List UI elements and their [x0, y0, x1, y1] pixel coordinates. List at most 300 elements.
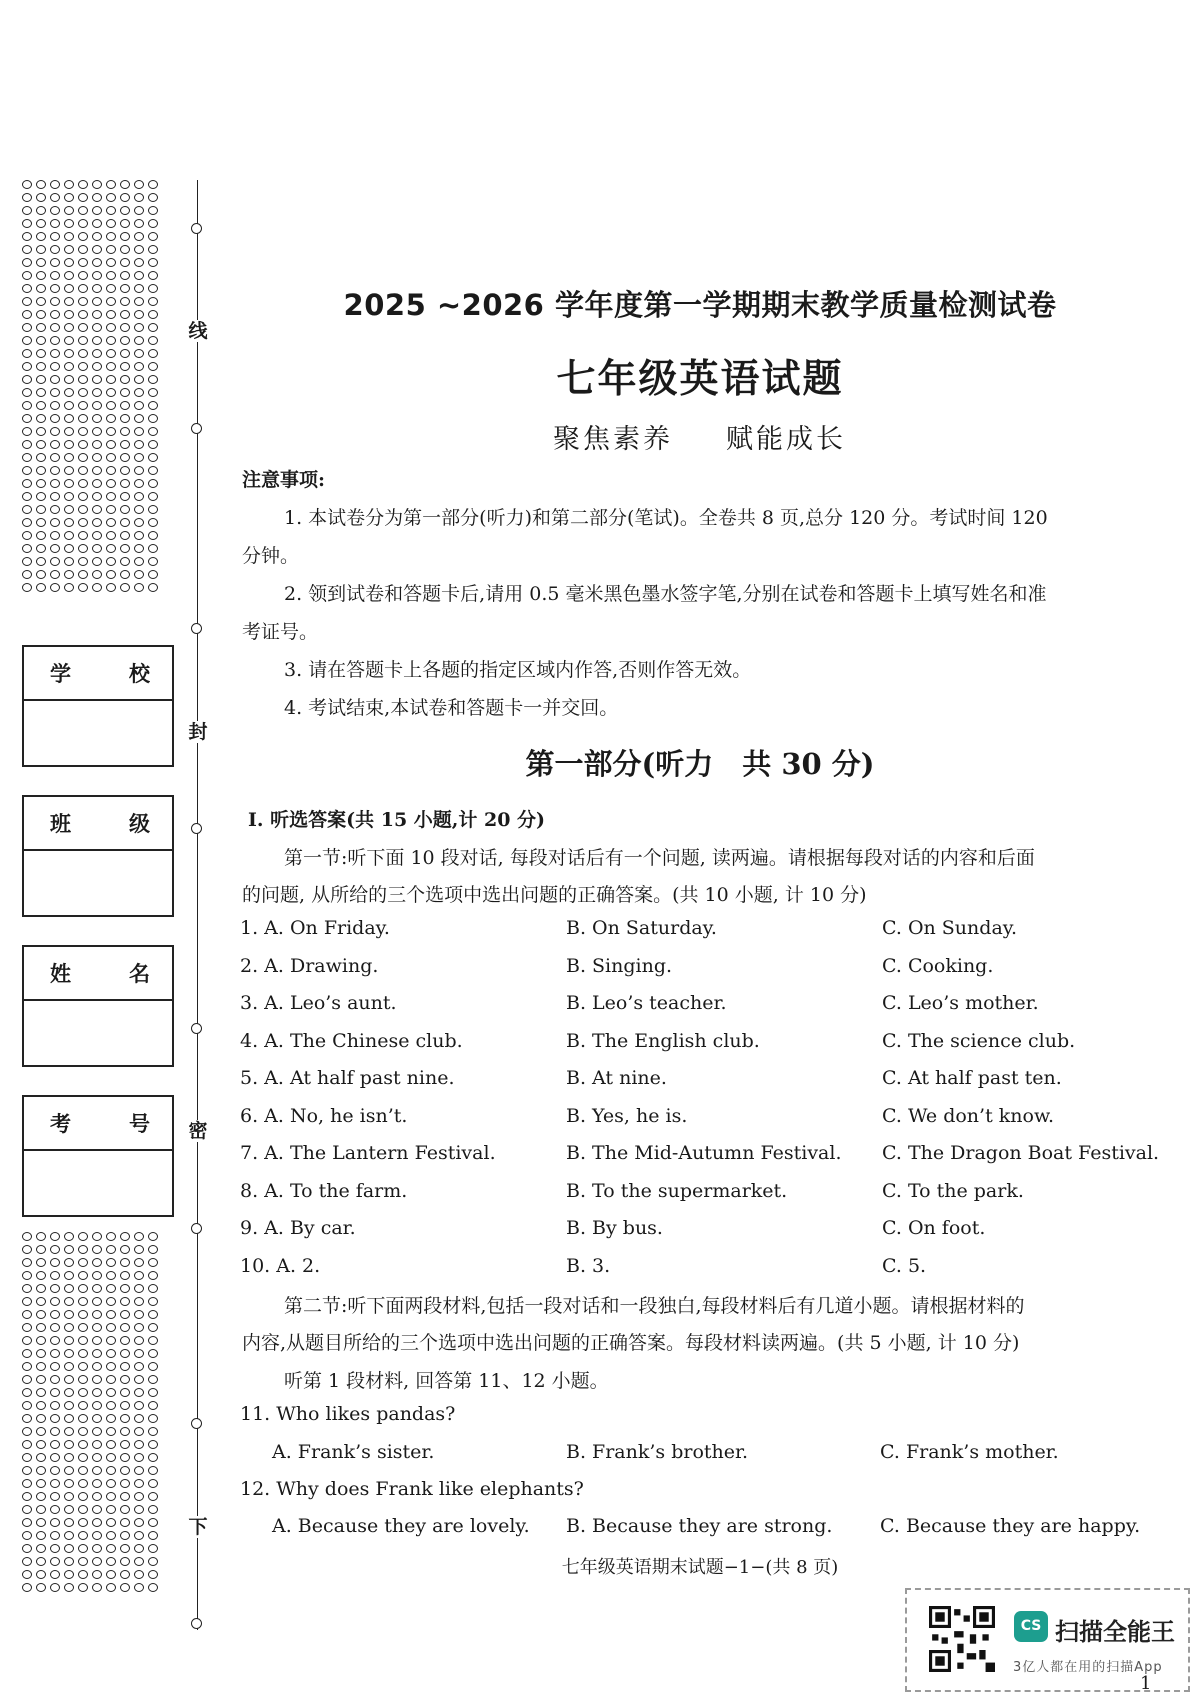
question-9-option-a[interactable]: 9. A. By car. — [240, 1217, 356, 1239]
binding-dot — [148, 427, 158, 436]
binding-dot — [64, 544, 74, 553]
binding-dot — [134, 1427, 144, 1436]
binding-dot — [148, 544, 158, 553]
binding-dot — [92, 1336, 102, 1345]
binding-dot — [106, 323, 116, 332]
binding-dot — [22, 1505, 32, 1514]
binding-dot — [106, 1427, 116, 1436]
binding-dot — [92, 323, 102, 332]
binding-dot — [148, 1453, 158, 1462]
question-1-option-a[interactable]: 1. A. On Friday. — [240, 917, 390, 939]
binding-dot — [22, 1310, 32, 1319]
question-12-option-c[interactable]: C. Because they are happy. — [880, 1515, 1141, 1537]
binding-dot — [148, 1492, 158, 1501]
binding-dot — [120, 245, 130, 254]
binding-dot — [106, 427, 116, 436]
binding-dot — [92, 219, 102, 228]
binding-dot — [134, 544, 144, 553]
binding-dot — [36, 440, 46, 449]
binding-dot — [50, 245, 60, 254]
binding-dot — [22, 1245, 32, 1254]
binding-dot — [120, 544, 130, 553]
binding-dot — [64, 427, 74, 436]
binding-dot — [92, 427, 102, 436]
question-11-option-a[interactable]: A. Frank’s sister. — [272, 1441, 435, 1463]
question-5-option-b[interactable]: B. At nine. — [566, 1067, 667, 1089]
binding-dot — [120, 1427, 130, 1436]
binding-dot — [36, 1297, 46, 1306]
binding-dot — [50, 271, 60, 280]
binding-dot — [106, 1388, 116, 1397]
binding-dot — [134, 180, 144, 189]
binding-dot — [78, 1414, 88, 1423]
binding-dot — [134, 232, 144, 241]
binding-dot — [148, 180, 158, 189]
binding-dot — [120, 1388, 130, 1397]
binding-dot — [64, 479, 74, 488]
binding-dot — [36, 336, 46, 345]
binding-dot — [50, 479, 60, 488]
binding-dot — [36, 271, 46, 280]
binding-dot — [148, 1440, 158, 1449]
binding-dot — [78, 206, 88, 215]
question-1-option-b[interactable]: B. On Saturday. — [566, 917, 717, 939]
binding-dot — [148, 583, 158, 592]
slogan-right: 赋能成长 — [726, 424, 846, 455]
binding-dot — [22, 1531, 32, 1540]
binding-dot — [148, 492, 158, 501]
seal-ring — [191, 423, 202, 434]
binding-dot — [120, 1310, 130, 1319]
binding-dot — [92, 1427, 102, 1436]
binding-dot — [78, 1453, 88, 1462]
binding-dot — [134, 1232, 144, 1241]
binding-dot — [36, 453, 46, 462]
binding-dot — [22, 1349, 32, 1358]
binding-dot — [106, 1414, 116, 1423]
binding-dot — [64, 1271, 74, 1280]
binding-dot — [134, 1336, 144, 1345]
binding-dot — [106, 1531, 116, 1540]
notice-item-1-cont: 分钟。 — [242, 545, 300, 567]
binding-dot — [22, 336, 32, 345]
binding-dot — [22, 427, 32, 436]
binding-dot — [92, 414, 102, 423]
question-4-option-c[interactable]: C. The science club. — [882, 1030, 1076, 1052]
binding-dot — [22, 1466, 32, 1475]
binding-dot — [50, 1427, 60, 1436]
binding-dot — [78, 1427, 88, 1436]
school-label-1: 学 — [50, 661, 71, 686]
binding-dot — [36, 1531, 46, 1540]
binding-dot — [134, 193, 144, 202]
binding-dot — [134, 1518, 144, 1527]
binding-dot — [106, 1232, 116, 1241]
seal-ring — [191, 823, 202, 834]
binding-dot — [36, 479, 46, 488]
binding-dot — [22, 531, 32, 540]
binding-dot — [106, 544, 116, 553]
binding-dot — [148, 258, 158, 267]
binding-dot — [22, 544, 32, 553]
binding-dot — [22, 245, 32, 254]
binding-dot — [22, 414, 32, 423]
binding-dot — [148, 1427, 158, 1436]
question-8-option-a[interactable]: 8. A. To the farm. — [240, 1180, 408, 1202]
binding-dot — [64, 1258, 74, 1267]
binding-dot — [50, 1544, 60, 1553]
binding-dot — [148, 1271, 158, 1280]
binding-dot — [134, 1245, 144, 1254]
question-10-option-b[interactable]: B. 3. — [566, 1255, 611, 1277]
binding-dot — [134, 1466, 144, 1475]
binding-dot — [22, 1401, 32, 1410]
question-10-option-a[interactable]: 10. A. 2. — [240, 1255, 321, 1277]
binding-dot — [148, 206, 158, 215]
binding-dot — [148, 414, 158, 423]
binding-dot — [106, 492, 116, 501]
binding-dot — [148, 1401, 158, 1410]
binding-dot — [64, 336, 74, 345]
binding-dot — [22, 1362, 32, 1371]
binding-dot — [92, 505, 102, 514]
binding-dot — [148, 570, 158, 579]
question-5-option-a[interactable]: 5. A. At half past nine. — [240, 1067, 455, 1089]
binding-dot — [92, 1310, 102, 1319]
binding-dot — [120, 531, 130, 540]
question-7-option-a[interactable]: 7. A. The Lantern Festival. — [240, 1142, 496, 1164]
binding-dot — [78, 323, 88, 332]
subsection-1-instructions: 第一节:听下面 10 段对话, 每段对话后有一个问题, 读两遍。请根据每段对话的内容和后面 — [284, 847, 1035, 869]
binding-dot — [64, 466, 74, 475]
binding-dot — [120, 1492, 130, 1501]
binding-dot — [92, 1271, 102, 1280]
binding-dot — [22, 557, 32, 566]
binding-dot — [120, 1479, 130, 1488]
binding-dot — [50, 427, 60, 436]
binding-dot — [148, 1479, 158, 1488]
binding-dot — [106, 219, 116, 228]
binding-dot — [148, 1518, 158, 1527]
binding-dot — [78, 1336, 88, 1345]
name-label-2: 名 — [129, 961, 150, 986]
binding-dot — [78, 1492, 88, 1501]
binding-dot — [92, 1245, 102, 1254]
binding-dot — [92, 1479, 102, 1488]
binding-dot — [120, 1349, 130, 1358]
binding-dot — [148, 219, 158, 228]
binding-dot — [50, 206, 60, 215]
binding-dot — [120, 1544, 130, 1553]
binding-dot — [148, 505, 158, 514]
scanner-tagline: 3亿人都在用的扫描App — [1013, 1660, 1163, 1675]
binding-dot — [64, 1388, 74, 1397]
binding-dot — [64, 1583, 74, 1592]
question-3-option-c[interactable]: C. Leo’s mother. — [882, 992, 1039, 1014]
binding-dot — [120, 193, 130, 202]
binding-dot — [78, 1583, 88, 1592]
binding-dot — [50, 518, 60, 527]
binding-dot — [92, 1232, 102, 1241]
question-12-option-a[interactable]: A. Because they are lovely. — [272, 1515, 530, 1537]
binding-dot — [50, 193, 60, 202]
binding-dot — [78, 1466, 88, 1475]
binding-dot — [50, 544, 60, 553]
binding-dot — [148, 1284, 158, 1293]
binding-dot — [92, 440, 102, 449]
binding-dot — [22, 193, 32, 202]
binding-dot — [106, 232, 116, 241]
binding-dot — [106, 453, 116, 462]
name-box[interactable] — [22, 945, 174, 1067]
binding-dot — [120, 219, 130, 228]
binding-dot — [50, 440, 60, 449]
binding-dot — [134, 1271, 144, 1280]
binding-dot — [78, 258, 88, 267]
binding-dot — [78, 1284, 88, 1293]
question-6-option-b[interactable]: B. Yes, he is. — [566, 1105, 688, 1127]
question-3-option-a[interactable]: 3. A. Leo’s aunt. — [240, 992, 397, 1014]
binding-dot — [78, 1518, 88, 1527]
question-2-option-c[interactable]: C. Cooking. — [882, 955, 994, 977]
binding-dot — [50, 1362, 60, 1371]
question-2-option-a[interactable]: 2. A. Drawing. — [240, 955, 379, 977]
binding-dot — [36, 1583, 46, 1592]
binding-dot — [36, 1388, 46, 1397]
paper-title: 七年级英语试题 — [556, 357, 844, 402]
binding-dot — [78, 1362, 88, 1371]
binding-dot — [36, 557, 46, 566]
binding-dot — [120, 1362, 130, 1371]
question-11-option-b[interactable]: B. Frank’s brother. — [566, 1441, 749, 1463]
binding-dot — [36, 531, 46, 540]
binding-dot — [50, 414, 60, 423]
binding-dot — [22, 1271, 32, 1280]
binding-dot — [78, 232, 88, 241]
notice-item-3: 3. 请在答题卡上各题的指定区域内作答,否则作答无效。 — [284, 659, 752, 681]
binding-dot — [92, 1388, 102, 1397]
binding-dot — [134, 1297, 144, 1306]
binding-dot — [50, 453, 60, 462]
binding-dot — [50, 1258, 60, 1267]
binding-dot — [78, 1310, 88, 1319]
binding-dot — [64, 323, 74, 332]
binding-dot — [36, 505, 46, 514]
binding-dot — [36, 1427, 46, 1436]
binding-dot — [50, 1271, 60, 1280]
binding-dot — [134, 1349, 144, 1358]
binding-dot — [36, 1258, 46, 1267]
binding-dot — [78, 1258, 88, 1267]
binding-dot — [22, 206, 32, 215]
class-label-2: 级 — [129, 811, 150, 836]
binding-dot — [22, 1336, 32, 1345]
binding-dot — [36, 1336, 46, 1345]
binding-dot — [64, 1362, 74, 1371]
binding-dot — [78, 1349, 88, 1358]
binding-dot — [78, 1323, 88, 1332]
binding-dot — [36, 1518, 46, 1527]
binding-dot — [92, 245, 102, 254]
qr-code-icon — [929, 1606, 995, 1672]
seal-ring — [191, 1418, 202, 1429]
binding-dot — [120, 1297, 130, 1306]
binding-dot — [106, 1245, 116, 1254]
binding-dot — [22, 1479, 32, 1488]
binding-dot — [134, 1492, 144, 1501]
binding-dot — [22, 180, 32, 189]
binding-dot — [120, 1531, 130, 1540]
binding-dot — [50, 1466, 60, 1475]
question-9-option-b[interactable]: B. By bus. — [566, 1217, 663, 1239]
question-8-option-b[interactable]: B. To the supermarket. — [566, 1180, 788, 1202]
binding-dot — [106, 1544, 116, 1553]
binding-dot — [92, 336, 102, 345]
binding-dot — [106, 180, 116, 189]
binding-dot — [148, 1544, 158, 1553]
binding-dot — [22, 1375, 32, 1384]
binding-dot — [92, 271, 102, 280]
binding-dot — [106, 1271, 116, 1280]
binding-dot — [36, 1323, 46, 1332]
question-8-option-c[interactable]: C. To the park. — [882, 1180, 1024, 1202]
question-6-option-c[interactable]: C. We don’t know. — [882, 1105, 1054, 1127]
binding-dot — [50, 323, 60, 332]
binding-dot — [36, 518, 46, 527]
binding-dot — [36, 1492, 46, 1501]
binding-dot — [64, 1297, 74, 1306]
binding-dot — [92, 1453, 102, 1462]
binding-dot — [22, 1492, 32, 1501]
part-title: 第一部分(听力 共 30 分) — [525, 747, 875, 781]
question-4-option-a[interactable]: 4. A. The Chinese club. — [240, 1030, 463, 1052]
binding-dot — [36, 1271, 46, 1280]
question-7-option-b[interactable]: B. The Mid-Autumn Festival. — [566, 1142, 842, 1164]
binding-dot — [92, 180, 102, 189]
binding-dot — [92, 479, 102, 488]
binding-dot — [134, 583, 144, 592]
binding-dot — [92, 1362, 102, 1371]
binding-dot — [120, 1453, 130, 1462]
seal-ring — [191, 1223, 202, 1234]
binding-dot — [92, 1518, 102, 1527]
bottom-circle-grid — [22, 1232, 162, 1596]
question-7-option-c[interactable]: C. The Dragon Boat Festival. — [882, 1142, 1160, 1164]
binding-dot — [50, 466, 60, 475]
binding-dot — [120, 271, 130, 280]
binding-dot — [50, 583, 60, 592]
slogan-left: 聚焦素养 — [553, 424, 673, 455]
binding-dot — [36, 492, 46, 501]
binding-dot — [50, 336, 60, 345]
binding-dot — [78, 1297, 88, 1306]
binding-dot — [50, 570, 60, 579]
binding-dot — [36, 544, 46, 553]
seal-char-line: 线 — [188, 320, 208, 342]
binding-dot — [64, 531, 74, 540]
seal-ring — [191, 1618, 202, 1629]
binding-dot — [120, 1336, 130, 1345]
question-10-option-c[interactable]: C. 5. — [882, 1255, 927, 1277]
binding-dot — [22, 1232, 32, 1241]
binding-dot — [134, 1258, 144, 1267]
binding-dot — [92, 1375, 102, 1384]
question-12-option-b[interactable]: B. Because they are strong. — [566, 1515, 833, 1537]
binding-dot — [120, 1414, 130, 1423]
binding-dot — [120, 453, 130, 462]
binding-dot — [78, 440, 88, 449]
binding-dot — [78, 193, 88, 202]
binding-dot — [22, 453, 32, 462]
question-11-stem: 11. Who likes pandas? — [240, 1403, 456, 1425]
binding-dot — [106, 570, 116, 579]
class-box[interactable] — [22, 795, 174, 917]
binding-dot — [120, 1245, 130, 1254]
binding-dot — [106, 479, 116, 488]
binding-dot — [120, 1466, 130, 1475]
binding-dot — [92, 1297, 102, 1306]
binding-dot — [120, 1583, 130, 1592]
binding-dot — [64, 219, 74, 228]
binding-dot — [106, 1440, 116, 1449]
binding-dot — [92, 570, 102, 579]
question-12-stem: 12. Why does Frank like elephants? — [240, 1478, 584, 1500]
binding-dot — [92, 492, 102, 501]
binding-dot — [36, 1362, 46, 1371]
binding-dot — [120, 1258, 130, 1267]
question-3-option-b[interactable]: B. Leo’s teacher. — [566, 992, 727, 1014]
binding-dot — [92, 1440, 102, 1449]
binding-dot — [50, 1479, 60, 1488]
binding-dot — [36, 180, 46, 189]
question-1-option-c[interactable]: C. On Sunday. — [882, 917, 1018, 939]
binding-dot — [120, 1401, 130, 1410]
binding-dot — [36, 1375, 46, 1384]
binding-dot — [36, 193, 46, 202]
binding-dot — [148, 1245, 158, 1254]
binding-dot — [148, 466, 158, 475]
question-4-option-b[interactable]: B. The English club. — [566, 1030, 760, 1052]
binding-dot — [22, 479, 32, 488]
question-11-option-c[interactable]: C. Frank’s mother. — [880, 1441, 1059, 1463]
binding-dot — [106, 466, 116, 475]
question-5-option-c[interactable]: C. At half past ten. — [882, 1067, 1062, 1089]
binding-dot — [134, 570, 144, 579]
binding-dot — [36, 1414, 46, 1423]
binding-dot — [50, 1505, 60, 1514]
exam-number-label-1: 考 — [50, 1111, 71, 1136]
question-9-option-c[interactable]: C. On foot. — [882, 1217, 986, 1239]
notice-item-2-cont: 考证号。 — [242, 621, 319, 643]
binding-dot — [50, 1583, 60, 1592]
binding-dot — [22, 219, 32, 228]
binding-dot — [78, 557, 88, 566]
binding-dot — [36, 1284, 46, 1293]
binding-dot — [78, 1245, 88, 1254]
binding-dot — [78, 531, 88, 540]
binding-dot — [92, 232, 102, 241]
exam-number-box[interactable] — [22, 1095, 174, 1217]
question-2-option-b[interactable]: B. Singing. — [566, 955, 673, 977]
subsection-1-instructions-cont: 的问题, 从所给的三个选项中选出问题的正确答案。(共 10 小题, 计 10 分) — [242, 884, 867, 906]
binding-dot — [120, 1284, 130, 1293]
binding-dot — [148, 1232, 158, 1241]
binding-dot — [78, 505, 88, 514]
question-6-option-a[interactable]: 6. A. No, he isn’t. — [240, 1105, 408, 1127]
binding-dot — [106, 1479, 116, 1488]
binding-dot — [106, 1362, 116, 1371]
binding-dot — [78, 1440, 88, 1449]
